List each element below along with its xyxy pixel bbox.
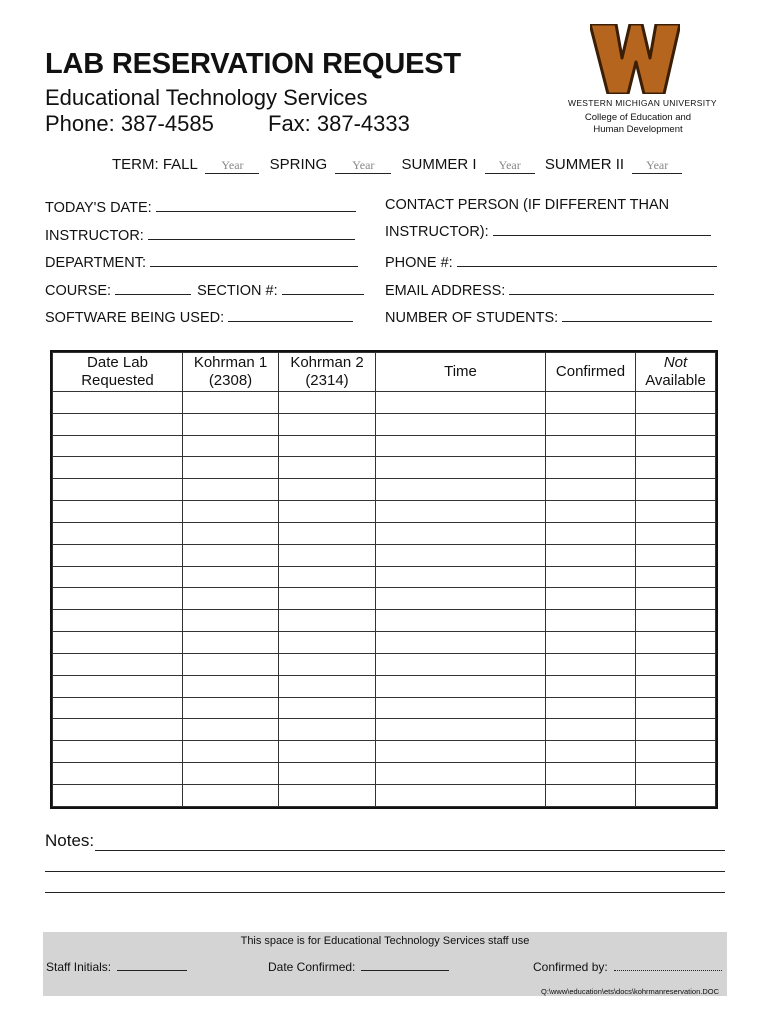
table-cell[interactable] xyxy=(376,588,546,610)
table-cell[interactable] xyxy=(636,544,716,566)
table-cell[interactable] xyxy=(53,392,183,414)
table-cell[interactable] xyxy=(279,741,376,763)
table-cell[interactable] xyxy=(183,697,279,719)
email-label: EMAIL ADDRESS: xyxy=(385,283,506,299)
logo-college xyxy=(568,112,708,136)
date-confirmed-row xyxy=(268,960,449,974)
table-cell[interactable] xyxy=(183,501,279,523)
table-cell[interactable] xyxy=(376,392,546,414)
table-cell[interactable] xyxy=(53,719,183,741)
table-cell[interactable] xyxy=(546,501,636,523)
logo-university: WESTERN MICHIGAN UNIVERSITY xyxy=(568,98,717,108)
table-cell[interactable] xyxy=(636,675,716,697)
table-cell[interactable] xyxy=(53,675,183,697)
table-cell[interactable] xyxy=(376,784,546,806)
table-row xyxy=(53,610,716,632)
table-cell[interactable] xyxy=(183,632,279,654)
logo-college-line2: Human Development xyxy=(593,124,683,135)
table-cell[interactable] xyxy=(376,763,546,785)
table-cell[interactable] xyxy=(279,544,376,566)
table-cell[interactable] xyxy=(183,653,279,675)
staff-initials-field[interactable] xyxy=(117,960,187,971)
table-cell[interactable] xyxy=(279,653,376,675)
term-summer1-field[interactable]: Year xyxy=(485,158,535,174)
table-cell[interactable] xyxy=(279,588,376,610)
staff-initials-row xyxy=(46,960,187,974)
table-cell[interactable] xyxy=(546,566,636,588)
table-cell[interactable] xyxy=(636,413,716,435)
table-row xyxy=(53,392,716,414)
table-cell[interactable] xyxy=(546,763,636,785)
table-cell[interactable] xyxy=(53,697,183,719)
wmu-logo xyxy=(568,24,717,144)
col-header-confirmed: Confirmed xyxy=(546,353,636,392)
table-cell[interactable] xyxy=(376,741,546,763)
table-cell[interactable] xyxy=(376,610,546,632)
table-cell[interactable] xyxy=(53,784,183,806)
table-cell[interactable] xyxy=(53,479,183,501)
table-cell[interactable] xyxy=(636,632,716,654)
table-cell[interactable] xyxy=(376,457,546,479)
notes-line[interactable] xyxy=(45,871,725,872)
table-cell[interactable] xyxy=(636,719,716,741)
table-cell[interactable] xyxy=(636,588,716,610)
table-cell[interactable] xyxy=(53,632,183,654)
table-cell[interactable] xyxy=(183,479,279,501)
table-cell[interactable] xyxy=(546,457,636,479)
term-spring-field[interactable]: Year xyxy=(335,158,391,174)
table-cell[interactable] xyxy=(53,544,183,566)
table-cell[interactable] xyxy=(183,610,279,632)
software-field[interactable] xyxy=(228,307,353,322)
table-cell[interactable] xyxy=(279,457,376,479)
table-row xyxy=(53,719,716,741)
table-row xyxy=(53,479,716,501)
todays-date-field[interactable] xyxy=(156,197,356,212)
table-cell[interactable] xyxy=(546,544,636,566)
term-spring-label: SPRING xyxy=(269,156,328,173)
table-cell[interactable] xyxy=(376,566,546,588)
table-cell[interactable] xyxy=(376,479,546,501)
table-cell[interactable] xyxy=(183,392,279,414)
table-cell[interactable] xyxy=(183,522,279,544)
course-row xyxy=(45,280,364,299)
table-cell[interactable] xyxy=(376,697,546,719)
staff-use-note: This space is for Educational Technology Services staff use xyxy=(240,935,530,947)
department-field[interactable] xyxy=(150,252,358,267)
table-row xyxy=(53,457,716,479)
confirmed-by-row xyxy=(533,960,722,974)
term-label: TERM: xyxy=(112,156,159,173)
table-cell[interactable] xyxy=(636,741,716,763)
col-header-time: Time xyxy=(376,353,546,392)
confirmed-by-field[interactable] xyxy=(614,960,722,971)
table-cell[interactable] xyxy=(279,632,376,654)
contact-label-line2: INSTRUCTOR): xyxy=(385,224,489,240)
table-cell[interactable] xyxy=(546,435,636,457)
file-path: Q:\www\education\ets\docs\kohrmanreservation.DOC xyxy=(541,987,719,996)
table-cell[interactable] xyxy=(546,675,636,697)
table-cell[interactable] xyxy=(636,501,716,523)
table-cell[interactable] xyxy=(183,435,279,457)
table-cell[interactable] xyxy=(279,392,376,414)
email-field[interactable] xyxy=(509,280,714,295)
term-summer2-label: SUMMER II xyxy=(544,156,625,173)
notes-line[interactable] xyxy=(45,892,725,893)
table-row xyxy=(53,632,716,654)
table-cell[interactable] xyxy=(53,588,183,610)
table-cell[interactable] xyxy=(183,544,279,566)
table-cell[interactable] xyxy=(183,588,279,610)
reservation-table xyxy=(50,350,718,809)
table-row xyxy=(53,697,716,719)
date-confirmed-label: Date Confirmed: xyxy=(268,960,356,974)
software-label: SOFTWARE BEING USED: xyxy=(45,310,225,326)
table-cell[interactable] xyxy=(546,610,636,632)
table-cell[interactable] xyxy=(546,632,636,654)
department-row xyxy=(45,252,358,271)
software-row xyxy=(45,307,353,326)
table-row xyxy=(53,675,716,697)
table-cell[interactable] xyxy=(279,784,376,806)
department-name: Educational Technology Services xyxy=(45,85,368,110)
table-cell[interactable] xyxy=(376,653,546,675)
table-cell[interactable] xyxy=(279,435,376,457)
table-cell[interactable] xyxy=(53,501,183,523)
col-header-date: Date Lab Requested xyxy=(53,353,183,392)
phone-number: Phone: 387-4585 xyxy=(45,111,214,136)
term-summer1-label: SUMMER I xyxy=(401,156,477,173)
table-row xyxy=(53,784,716,806)
table-cell[interactable] xyxy=(546,719,636,741)
phone-row xyxy=(385,252,717,271)
table-cell[interactable] xyxy=(636,610,716,632)
table-cell[interactable] xyxy=(636,435,716,457)
table-cell[interactable] xyxy=(183,719,279,741)
table-row xyxy=(53,413,716,435)
col-header-not-available: Not Available xyxy=(636,353,716,392)
page-title: LAB RESERVATION REQUEST xyxy=(45,48,461,80)
phone-field[interactable] xyxy=(457,252,717,267)
table-cell[interactable] xyxy=(636,763,716,785)
table-row xyxy=(53,763,716,785)
table-cell[interactable] xyxy=(636,566,716,588)
wmu-w-icon xyxy=(590,24,680,94)
table-cell[interactable] xyxy=(376,719,546,741)
table-cell[interactable] xyxy=(53,741,183,763)
table-cell[interactable] xyxy=(636,457,716,479)
table-cell[interactable] xyxy=(636,392,716,414)
table-cell[interactable] xyxy=(376,675,546,697)
notes-label: Notes: xyxy=(45,831,95,850)
date-confirmed-field[interactable] xyxy=(361,960,449,971)
table-cell[interactable] xyxy=(636,653,716,675)
fax-number: Fax: 387-4333 xyxy=(268,111,410,136)
table-row xyxy=(53,501,716,523)
contact-label-line1: CONTACT PERSON (IF DIFFERENT THAN xyxy=(385,197,670,213)
table-cell[interactable] xyxy=(376,632,546,654)
table-cell[interactable] xyxy=(279,675,376,697)
table-cell[interactable] xyxy=(636,697,716,719)
course-field[interactable] xyxy=(115,280,191,295)
table-cell[interactable] xyxy=(546,697,636,719)
students-field[interactable] xyxy=(562,307,712,322)
staff-initials-label: Staff Initials: xyxy=(46,960,112,974)
col-header-kohrman1: Kohrman 1 (2308) xyxy=(183,353,279,392)
phone-label: PHONE #: xyxy=(385,255,453,271)
table-cell[interactable] xyxy=(546,588,636,610)
table-cell[interactable] xyxy=(279,697,376,719)
instructor-label: INSTRUCTOR: xyxy=(45,228,144,244)
table-cell[interactable] xyxy=(53,413,183,435)
table-row xyxy=(53,435,716,457)
table-cell[interactable] xyxy=(376,522,546,544)
table-row xyxy=(53,741,716,763)
todays-date-label: TODAY'S DATE: xyxy=(45,200,152,216)
staff-use-box xyxy=(43,932,727,996)
table-cell[interactable] xyxy=(546,784,636,806)
table-row xyxy=(53,653,716,675)
table-cell[interactable] xyxy=(546,413,636,435)
table-cell[interactable] xyxy=(183,675,279,697)
col-header-kohrman2: Kohrman 2 (2314) xyxy=(279,353,376,392)
table-cell[interactable] xyxy=(53,522,183,544)
table-cell[interactable] xyxy=(546,392,636,414)
term-summer2-field[interactable]: Year xyxy=(632,158,682,174)
table-cell[interactable] xyxy=(53,653,183,675)
table-row xyxy=(53,544,716,566)
table-cell[interactable] xyxy=(279,763,376,785)
table-cell[interactable] xyxy=(546,741,636,763)
table-row xyxy=(53,588,716,610)
table-header-row xyxy=(53,353,716,392)
confirmed-by-label: Confirmed by: xyxy=(533,960,608,974)
section-label: SECTION #: xyxy=(197,283,278,299)
logo-college-line1: College of Education and xyxy=(584,112,692,123)
table-cell[interactable] xyxy=(183,457,279,479)
instructor-row xyxy=(45,225,355,244)
table-cell[interactable] xyxy=(546,653,636,675)
table-cell[interactable] xyxy=(376,435,546,457)
table-cell[interactable] xyxy=(53,566,183,588)
table-cell[interactable] xyxy=(279,479,376,501)
table-cell[interactable] xyxy=(53,457,183,479)
table-cell[interactable] xyxy=(376,413,546,435)
term-fall-field[interactable]: Year xyxy=(205,158,259,174)
table-cell[interactable] xyxy=(183,784,279,806)
table-cell[interactable] xyxy=(183,741,279,763)
table-cell[interactable] xyxy=(53,763,183,785)
students-label: NUMBER OF STUDENTS: xyxy=(385,310,559,326)
contact-row xyxy=(385,221,711,240)
table-cell[interactable] xyxy=(53,435,183,457)
table-cell[interactable] xyxy=(279,522,376,544)
table-cell[interactable] xyxy=(376,501,546,523)
table-cell[interactable] xyxy=(53,610,183,632)
term-fall-label: FALL xyxy=(162,156,198,173)
table-row xyxy=(53,566,716,588)
notes-line[interactable] xyxy=(95,850,725,851)
table-cell[interactable] xyxy=(279,566,376,588)
table-cell[interactable] xyxy=(376,544,546,566)
instructor-field[interactable] xyxy=(148,225,355,240)
email-row xyxy=(385,280,714,299)
table-cell[interactable] xyxy=(279,610,376,632)
table-cell[interactable] xyxy=(183,566,279,588)
table-cell[interactable] xyxy=(636,784,716,806)
section-field[interactable] xyxy=(282,280,364,295)
table-cell[interactable] xyxy=(636,479,716,501)
department-label: DEPARTMENT: xyxy=(45,255,146,271)
table-row xyxy=(53,522,716,544)
table-cell[interactable] xyxy=(183,763,279,785)
table-cell[interactable] xyxy=(546,522,636,544)
table-cell[interactable] xyxy=(279,719,376,741)
term-row xyxy=(112,156,688,174)
students-row xyxy=(385,307,712,326)
table-cell[interactable] xyxy=(546,479,636,501)
table-cell[interactable] xyxy=(636,522,716,544)
table-cell[interactable] xyxy=(279,413,376,435)
todays-date-row xyxy=(45,197,356,216)
table-cell[interactable] xyxy=(183,413,279,435)
table-cell[interactable] xyxy=(279,501,376,523)
contact-field[interactable] xyxy=(493,221,711,236)
course-label: COURSE: xyxy=(45,283,112,299)
